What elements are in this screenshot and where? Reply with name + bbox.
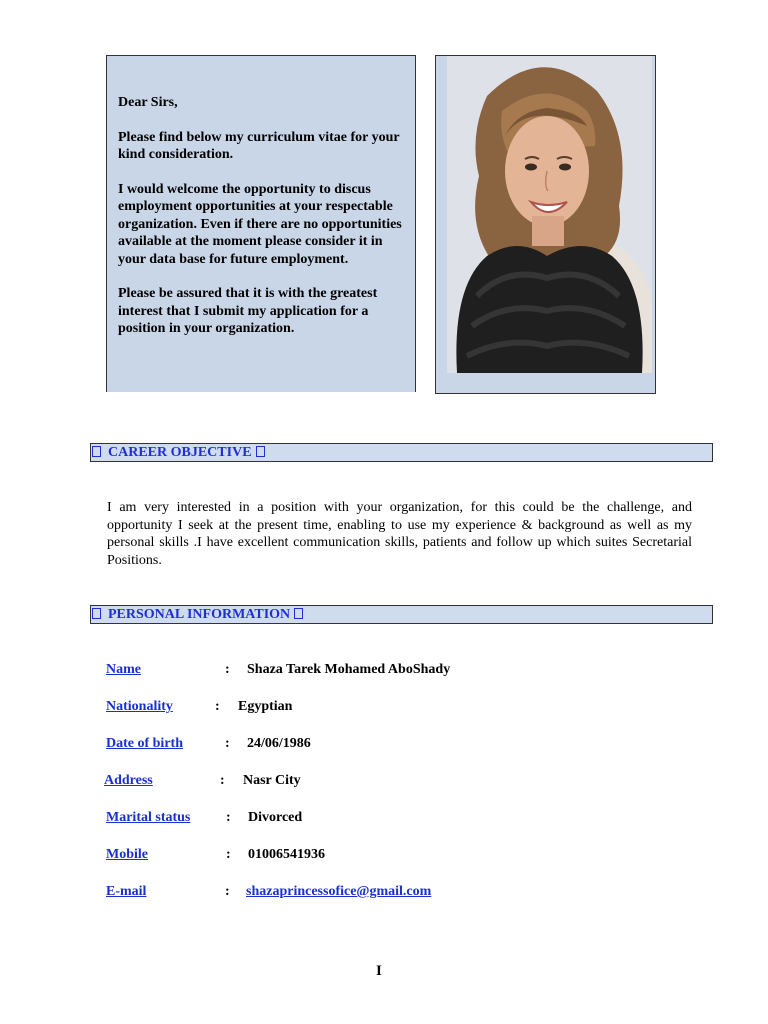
separator: : <box>225 884 230 899</box>
separator: : <box>226 810 231 825</box>
bullet-icon <box>294 608 303 619</box>
personal-information-title: PERSONAL INFORMATION <box>108 607 291 622</box>
bullet-icon <box>92 446 101 457</box>
profile-photo-frame <box>435 55 656 394</box>
address-value: Nasr City <box>243 773 301 788</box>
separator: : <box>225 736 230 751</box>
bullet-icon <box>256 446 265 457</box>
mobile-value: 01006541936 <box>248 847 325 862</box>
separator: : <box>225 662 230 677</box>
letter-greeting: Dear Sirs, <box>118 95 178 110</box>
page-number: I <box>376 963 382 979</box>
name-value: Shaza Tarek Mohamed AboShady <box>247 662 451 677</box>
career-objective-title: CAREER OBJECTIVE <box>108 445 252 460</box>
nationality-value: Egyptian <box>238 699 293 714</box>
dob-value: 24/06/1986 <box>247 736 311 751</box>
separator: : <box>215 699 220 714</box>
personal-information-header <box>90 605 713 624</box>
nationality-label[interactable]: Nationality <box>106 699 173 714</box>
letter-paragraph-3: Please be assured that it is with the greatest interest that I submit my application for a position in your organization. <box>118 286 378 336</box>
address-label[interactable]: Address <box>104 773 153 788</box>
mobile-label[interactable]: Mobile <box>106 847 148 862</box>
email-label[interactable]: E-mail <box>106 884 147 899</box>
separator: : <box>226 847 231 862</box>
letter-paragraph-1: Please find below my curriculum vitae for your kind consideration. <box>118 129 400 162</box>
marital-value: Divorced <box>248 810 303 825</box>
bullet-icon <box>92 608 101 619</box>
email-link[interactable]: shazaprincessofice@gmail.com <box>246 884 432 899</box>
career-objective-header <box>90 443 713 462</box>
separator: : <box>220 773 225 788</box>
profile-photo <box>447 56 652 373</box>
cover-letter-box <box>106 55 416 392</box>
name-label[interactable]: Name <box>106 662 141 677</box>
career-objective-text: I am very interested in a position with your organization, for this could be the challenge, and opportunity I seek at the present time, enabling to use my experience & background as well as my personal skills .I have excellent communication skills, patients and follow up which suites Secretarial Positions. <box>107 500 692 568</box>
letter-paragraph-2: I would welcome the opportunity to discus employment opportunities at your respectable organization. Even if there are no opportunities available at the moment please consider it in your data base for future employment. <box>118 181 402 267</box>
marital-label[interactable]: Marital status <box>106 810 191 825</box>
dob-label[interactable]: Date of birth <box>106 736 183 751</box>
